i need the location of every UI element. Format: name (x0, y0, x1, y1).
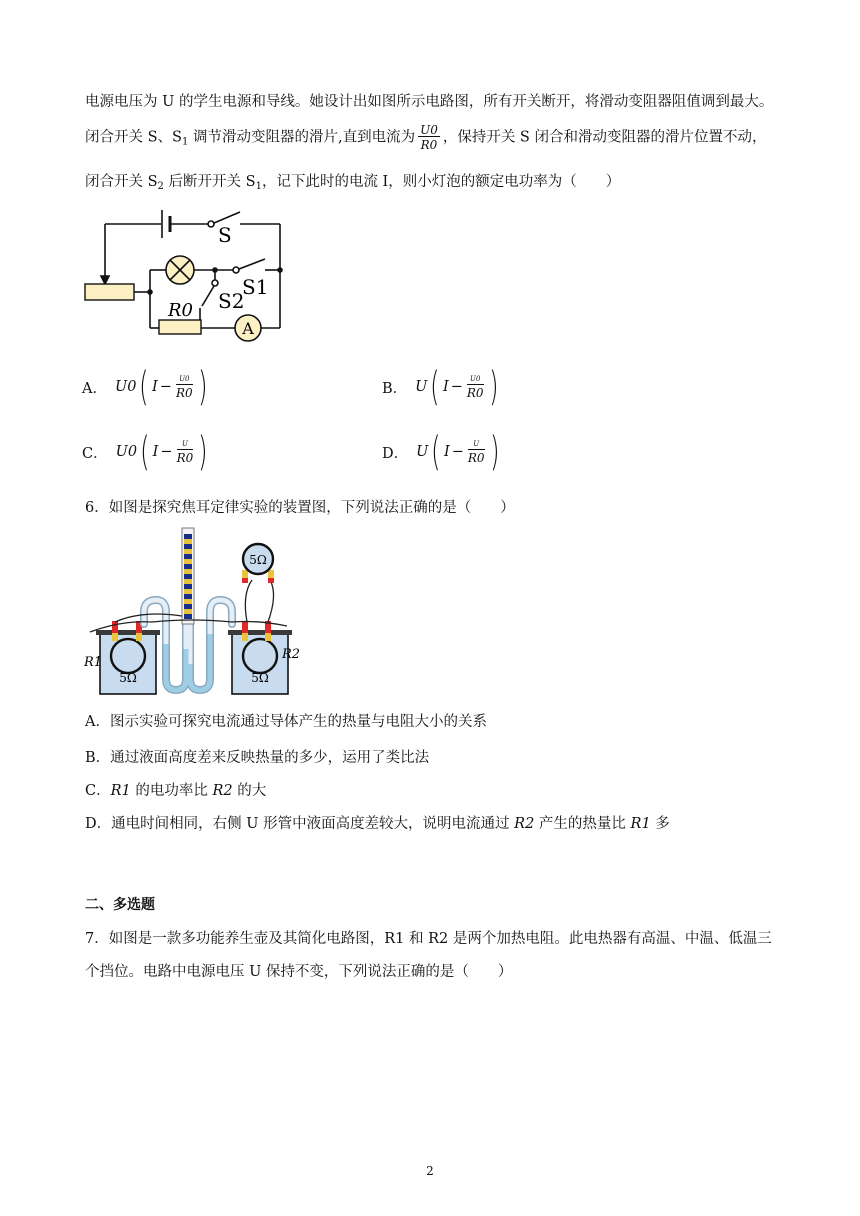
switch-s-label: S (218, 223, 232, 247)
option-b-minus: − (450, 379, 463, 395)
r0-label: R0 (168, 300, 194, 321)
switch-s2-label: S2 (218, 289, 245, 313)
top-resistor-label: 5Ω (249, 553, 267, 567)
r0-resistor (159, 320, 201, 334)
right-resistor-label: 5Ω (251, 671, 269, 685)
option-d-fraction (468, 441, 485, 464)
q6-stem: 6．如图是探究焦耳定律实验的装置图，下列说法正确的是（ ） (85, 500, 515, 516)
option-c-i: I (152, 444, 159, 460)
option-a-minus: − (159, 379, 172, 395)
option-b-den: R0 (466, 385, 484, 400)
q6-d-part-3: 产生的热量比 (534, 816, 631, 832)
r1-label: R1 (84, 655, 103, 670)
left-resistor-label: 5Ω (119, 671, 137, 685)
q6-c-part-2: R1 (110, 783, 131, 799)
q5-circuit-diagram (80, 200, 290, 350)
q6-c-part-1: C． (85, 783, 111, 799)
frac-denominator: R0 (420, 138, 438, 152)
q5-line2 (85, 124, 766, 151)
option-a-label: A． (82, 380, 107, 397)
q6-option-c[interactable] (85, 779, 266, 800)
q5-line3 (85, 170, 620, 192)
option-a-i: I (152, 379, 158, 395)
option-c-fraction (177, 441, 194, 464)
q5-line1: 电源电压为 U 的学生电源和导线。她设计出如图所示电路图，所有开关断开，将滑动变阻器阻值调到最大。 (85, 94, 774, 110)
q5-line2-part-d: ，保持开关 S 闭合和滑动变阻器的滑片位置不动， (442, 129, 767, 146)
option-a-coef: U0 (114, 379, 137, 395)
q7-line2: 个挡位。电路中电源电压 U 保持不变，下列说法正确的是（ ） (85, 964, 513, 980)
r2-label: R2 (282, 647, 301, 662)
q5-line3-part-a: 闭合开关 S (85, 174, 158, 190)
option-b-i: I (443, 379, 449, 395)
lamp-icon (166, 256, 194, 284)
section-title: 二、多选题 (85, 897, 155, 913)
q6-d-part-5: 多 (650, 816, 670, 832)
rheostat (85, 284, 134, 300)
q5-option-c[interactable]: C． U0 ( I − U R0 ) (82, 429, 208, 475)
q6-option-d[interactable] (85, 812, 670, 833)
option-a-den: R0 (175, 385, 193, 400)
q6-joule-apparatus (82, 524, 301, 700)
option-c-label: C． (82, 445, 108, 462)
q5-line2-part-a: 闭合开关 S、S (85, 129, 182, 146)
q5-option-b[interactable]: B． U ( I − U0 R0 ) (382, 364, 499, 410)
option-c-minus: − (160, 444, 173, 460)
option-b-label: B． (382, 380, 408, 397)
option-d-num: U (468, 441, 485, 450)
q5-option-a[interactable]: A． U0 ( I − U0 R0 ) (82, 364, 208, 410)
q6-c-part-3: 的电功率比 (130, 783, 213, 799)
q6-d-part-2: R2 (514, 816, 535, 832)
q6-d-part-1: D．通电时间相同，右侧 U 形管中液面高度差较大，说明电流通过 (85, 816, 515, 832)
q5-line3-sub-b: 1 (255, 181, 262, 192)
switch-s1-label: S1 (242, 275, 269, 299)
q5-line3-sub-a: 2 (157, 181, 164, 192)
q5-line3-part-c: 后断开开关 S (163, 174, 256, 190)
option-c-coef: U0 (115, 444, 138, 460)
option-c-num: U (177, 441, 194, 450)
q7-line1: 7．如图是一款多功能养生壶及其简化电路图，R1 和 R2 是两个加热电阻。此电热器有高温、中温、低温三 (85, 931, 772, 947)
q5-line2-sub: 1 (181, 136, 189, 148)
option-d-coef: U (416, 444, 429, 460)
q6-c-part-5: 的大 (232, 783, 267, 799)
q6-option-a[interactable]: A．图示实验可探究电流通过导体产生的热量与电阻大小的关系 (85, 714, 487, 730)
option-d-i: I (443, 444, 450, 460)
option-d-minus: − (451, 444, 464, 460)
option-a-fraction (176, 376, 193, 399)
option-c-den: R0 (176, 450, 194, 465)
q5-current-fraction (418, 124, 440, 151)
frac-numerator: U0 (420, 123, 438, 137)
option-b-coef: U (415, 379, 428, 395)
option-b-num: U0 (467, 376, 484, 385)
q5-line2-part-c: 调节滑动变阻器的滑片,直到电流为 (188, 129, 416, 146)
option-d-den: R0 (467, 450, 485, 465)
q6-d-part-4: R1 (630, 816, 651, 832)
q6-option-b[interactable]: B．通过液面高度差来反映热量的多少，运用了类比法 (85, 750, 430, 766)
q5-option-d[interactable]: D． U ( I − U R0 ) (382, 429, 500, 475)
option-a-num: U0 (176, 376, 193, 385)
ammeter-label: A (242, 319, 254, 338)
option-d-label: D． (382, 445, 409, 462)
q5-line3-part-e: ，记下此时的电流 I，则小灯泡的额定电功率为（ ） (261, 174, 621, 190)
option-b-fraction (467, 376, 484, 399)
q6-c-part-4: R2 (212, 783, 233, 799)
page-number: 2 (426, 1164, 434, 1178)
